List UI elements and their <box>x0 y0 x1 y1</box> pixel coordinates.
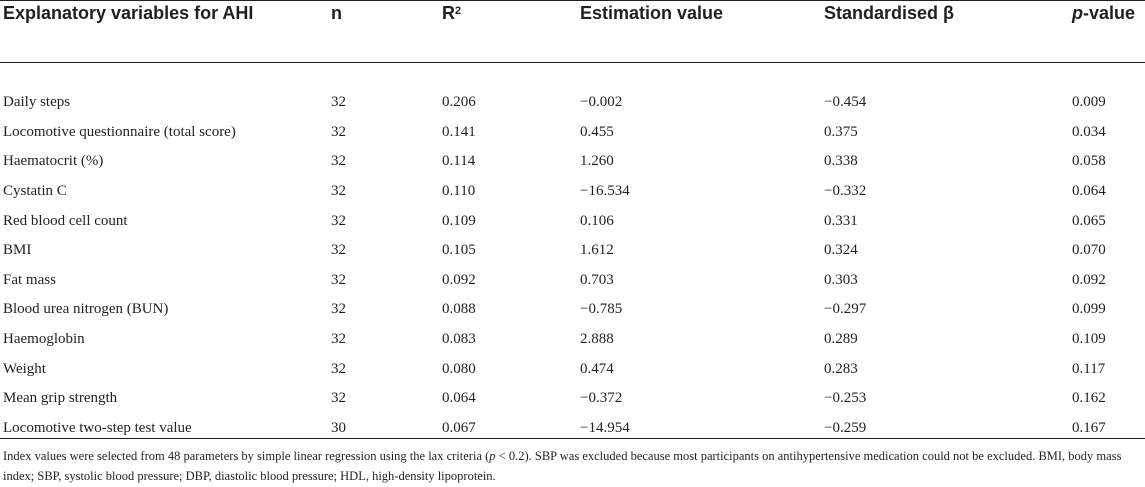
header-p-italic: p <box>1072 3 1083 23</box>
cell-n: 32 <box>331 271 346 288</box>
cell-p-value: 0.162 <box>1072 390 1106 407</box>
table-row <box>0 236 1145 266</box>
cell-p-value: 0.099 <box>1072 301 1106 318</box>
cell-n: 32 <box>331 212 346 229</box>
cell-r2: 0.083 <box>442 331 476 348</box>
cell-r2: 0.080 <box>442 360 476 377</box>
cell-n: 32 <box>331 183 346 200</box>
cell-estimation-value: −0.002 <box>580 94 623 111</box>
cell-standardised-beta: 0.375 <box>824 123 858 140</box>
cell-variable: Red blood cell count <box>3 212 128 229</box>
cell-n: 32 <box>331 94 346 111</box>
cell-standardised-beta: 0.303 <box>824 271 858 288</box>
cell-r2: 0.064 <box>442 390 476 407</box>
cell-p-value: 0.167 <box>1072 419 1106 436</box>
cell-r2: 0.114 <box>442 153 476 170</box>
footnote-p-italic: p <box>489 449 496 463</box>
cell-standardised-beta: −0.332 <box>824 183 867 200</box>
header-estimation-value: Estimation value <box>580 3 724 23</box>
header-variables: Explanatory variables for AHI <box>3 3 254 23</box>
cell-r2: 0.067 <box>442 419 476 436</box>
cell-n: 32 <box>331 153 346 170</box>
header-r2 <box>442 0 580 62</box>
cell-estimation-value: −0.785 <box>580 301 623 318</box>
cell-variable: Daily steps <box>3 94 71 111</box>
cell-p-value: 0.034 <box>1072 123 1106 140</box>
cell-p-value: 0.117 <box>1072 360 1106 377</box>
table-row <box>0 325 1145 355</box>
header-p-rest: -value <box>1083 3 1136 23</box>
cell-estimation-value: −0.372 <box>580 390 623 407</box>
table-row <box>0 384 1145 414</box>
footnote-part1: Index values were selected from 48 parameters by simple linear regression using the lax criteria ( <box>3 449 490 463</box>
cell-p-value: 0.009 <box>1072 94 1106 111</box>
cell-r2: 0.105 <box>442 242 476 259</box>
cell-estimation-value: 2.888 <box>580 331 614 348</box>
cell-estimation-value: 1.260 <box>580 153 614 170</box>
cell-p-value: 0.065 <box>1072 212 1106 229</box>
cell-p-value: 0.092 <box>1072 271 1106 288</box>
table-footnote <box>3 446 1141 486</box>
cell-estimation-value: −14.954 <box>580 419 630 436</box>
cell-estimation-value: 0.703 <box>580 271 614 288</box>
table-row <box>0 118 1145 148</box>
cell-standardised-beta: −0.253 <box>824 390 867 407</box>
cell-estimation-value: 0.455 <box>580 123 614 140</box>
cell-variable: Fat mass <box>3 271 56 288</box>
cell-estimation-value: 1.612 <box>580 242 614 259</box>
cell-variable: Blood urea nitrogen (BUN) <box>3 301 169 318</box>
cell-standardised-beta: −0.297 <box>824 301 867 318</box>
cell-standardised-beta: 0.338 <box>824 153 858 170</box>
cell-variable: Haematocrit (%) <box>3 153 104 170</box>
table-row <box>0 295 1145 325</box>
cell-variable: Mean grip strength <box>3 390 118 407</box>
header-standardised-beta: Standardised β <box>824 3 955 23</box>
cell-n: 32 <box>331 360 346 377</box>
cell-standardised-beta: 0.283 <box>824 360 858 377</box>
table-row <box>0 206 1145 236</box>
table-row <box>0 62 1145 118</box>
cell-n: 32 <box>331 390 346 407</box>
cell-variable: Locomotive two-step test value <box>3 419 192 436</box>
cell-r2: 0.092 <box>442 271 476 288</box>
table-row <box>0 414 1145 444</box>
cell-estimation-value: 0.474 <box>580 360 614 377</box>
cell-r2: 0.110 <box>442 183 476 200</box>
cell-n: 30 <box>331 419 346 436</box>
cell-standardised-beta: 0.289 <box>824 331 858 348</box>
table-header-row <box>0 0 1145 62</box>
cell-standardised-beta: −0.259 <box>824 419 867 436</box>
header-n: n <box>331 3 342 23</box>
table-body <box>0 62 1145 443</box>
cell-estimation-value: −16.534 <box>580 183 630 200</box>
cell-standardised-beta: −0.454 <box>824 94 867 111</box>
cell-n: 32 <box>331 242 346 259</box>
cell-r2: 0.109 <box>442 212 476 229</box>
cell-variable: Haemoglobin <box>3 331 85 348</box>
cell-n: 32 <box>331 301 346 318</box>
cell-p-value: 0.064 <box>1072 183 1106 200</box>
cell-standardised-beta: 0.331 <box>824 212 858 229</box>
table-row <box>0 147 1145 177</box>
cell-variable: Weight <box>3 360 46 377</box>
footnote-part2: < 0.2). SBP was excluded because most participants on antihypertensive medication could not be excluded. BMI, body mass index; SBP, systolic blood pressure; DBP, diastolic blood pressure; HDL, high-density lipoprotein. <box>3 449 1122 483</box>
cell-p-value: 0.109 <box>1072 331 1106 348</box>
cell-n: 32 <box>331 123 346 140</box>
header-r2-superscript: 2 <box>455 5 462 17</box>
cell-r2: 0.206 <box>442 94 476 111</box>
cell-standardised-beta: 0.324 <box>824 242 858 259</box>
table-row <box>0 177 1145 207</box>
header-p-value <box>1072 0 1145 62</box>
cell-r2: 0.141 <box>442 123 476 140</box>
cell-r2: 0.088 <box>442 301 476 318</box>
table-row <box>0 354 1145 384</box>
header-r2-base: R <box>442 3 455 23</box>
table-row <box>0 266 1145 296</box>
cell-variable: Locomotive questionnaire (total score) <box>3 123 236 140</box>
cell-p-value: 0.070 <box>1072 242 1106 259</box>
cell-n: 32 <box>331 331 346 348</box>
cell-p-value: 0.058 <box>1072 153 1106 170</box>
cell-variable: Cystatin C <box>3 183 67 200</box>
cell-estimation-value: 0.106 <box>580 212 614 229</box>
cell-variable: BMI <box>3 242 32 259</box>
